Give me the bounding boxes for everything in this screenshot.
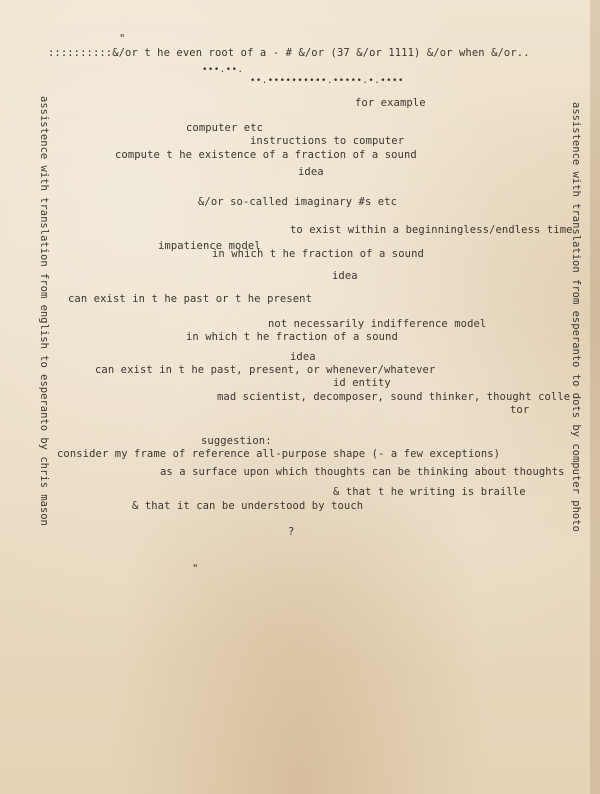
top-quote-mark: ": [119, 33, 126, 45]
line-not-necessarily: not necessarily indifference model: [268, 318, 487, 330]
left-vertical-credit: assistence with translation from english to esperanto by chris mason: [38, 96, 50, 526]
dot-row-2: ••.••••••••••.•••••.•.••••: [250, 76, 404, 86]
line-impatience: impatience model: [158, 240, 261, 252]
line-identity: id entity: [333, 377, 391, 389]
line-braille: & that t he writing is braille: [333, 486, 526, 498]
line-mad-scientist: mad scientist, decomposer, sound thinker, thought colle: [217, 391, 571, 403]
right-vertical-credit: assistence with translation from esperanto to dots by computer photo: [570, 102, 582, 532]
line-suggestion: suggestion:: [201, 435, 272, 447]
line-idea-1: idea: [298, 166, 324, 178]
line-can-exist-2: can exist in t he past, present, or whenever/whatever: [95, 364, 436, 376]
line-tor: tor: [510, 404, 530, 416]
line-for-example: for example: [355, 97, 426, 109]
line-question: ?: [288, 526, 295, 538]
line-can-exist-1: can exist in t he past or t he present: [68, 293, 313, 305]
line-imaginary: &/or so-called imaginary #s etc: [198, 196, 398, 208]
line-consider: consider my frame of reference all-purpose shape (- a few exceptions): [57, 448, 501, 460]
header-line: ::::::::::&/or t he even root of a - # &/or (37 &/or 1111) &/or when &/or..: [48, 47, 530, 59]
paper-right-edge: [590, 0, 600, 794]
bottom-quote-mark: ": [192, 563, 199, 575]
line-in-which-1: in which t he fraction of a sound: [212, 248, 424, 260]
line-instructions: instructions to computer: [250, 135, 405, 147]
dot-row-1: •••.••.: [202, 65, 244, 75]
line-in-which-2: in which t he fraction of a sound: [186, 331, 398, 343]
line-idea-3: idea: [290, 351, 316, 363]
line-computer-etc: computer etc: [186, 122, 264, 134]
line-idea-2: idea: [332, 270, 358, 282]
line-touch: & that it can be understood by touch: [132, 500, 364, 512]
line-surface: as a surface upon which thoughts can be thinking about thoughts: [160, 466, 565, 478]
line-compute: compute t he existence of a fraction of a sound: [115, 149, 417, 161]
line-to-exist: to exist within a beginningless/endless time: [290, 224, 573, 236]
